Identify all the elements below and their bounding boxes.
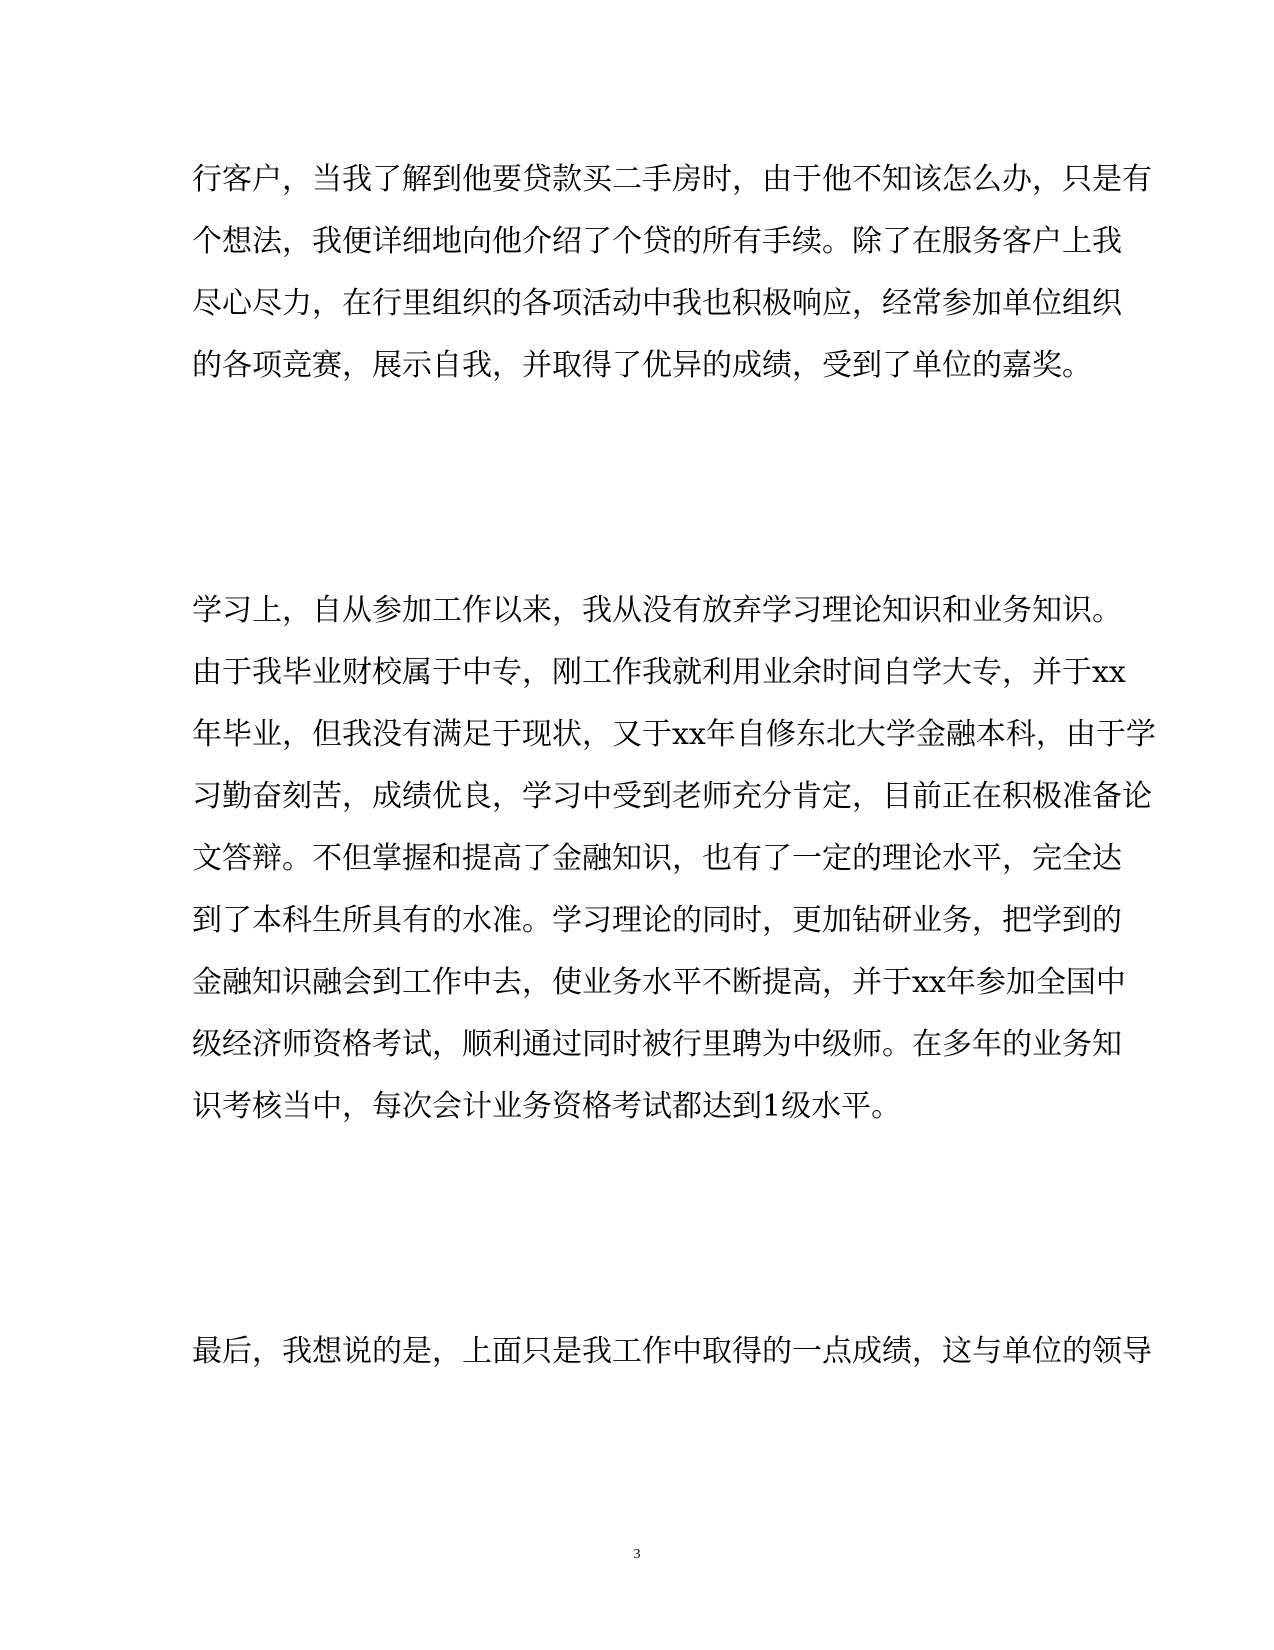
- text-line: 的各项竞赛，展示自我，并取得了优异的成绩，受到了单位的嘉奖。: [192, 348, 1092, 383]
- text-line: 由于我毕业财校属于中专，刚工作我就利用业余时间自学大专，并于xx: [192, 655, 1126, 690]
- text-line: 尽心尽力，在行里组织的各项活动中我也积极响应，经常参加单位组织: [192, 286, 1122, 321]
- text-line: 习勤奋刻苦，成绩优良，学习中受到老师充分肯定，目前正在积极准备论: [192, 779, 1152, 814]
- text-line: 文答辩。不但掌握和提高了金融知识，也有了一定的理论水平，完全达: [192, 841, 1122, 876]
- text-line: 行客户，当我了解到他要贷款买二手房时，由于他不知该怎么办，只是有: [192, 162, 1152, 197]
- text-line: 识考核当中，每次会计业务资格考试都达到1级水平。: [192, 1089, 902, 1124]
- text-line: 金融知识融会到工作中去，使业务水平不断提高，并于xx年参加全国中: [192, 965, 1126, 1000]
- text-line: 到了本科生所具有的水准。学习理论的同时，更加钻研业务，把学到的: [192, 903, 1122, 938]
- text-line: 级经济师资格考试，顺利通过同时被行里聘为中级师。在多年的业务知: [192, 1027, 1122, 1062]
- text-line: 最后，我想说的是，上面只是我工作中取得的一点成绩，这与单位的领导: [192, 1334, 1152, 1369]
- text-line: 学习上，自从参加工作以来，我从没有放弃学习理论知识和业务知识。: [192, 593, 1122, 628]
- text-line: 年毕业，但我没有满足于现状，又于xx年自修东北大学金融本科，由于学: [192, 717, 1156, 752]
- text-line: 个想法，我便详细地向他介绍了个贷的所有手续。除了在服务客户上我: [192, 224, 1122, 259]
- page-number: 3: [633, 1547, 641, 1562]
